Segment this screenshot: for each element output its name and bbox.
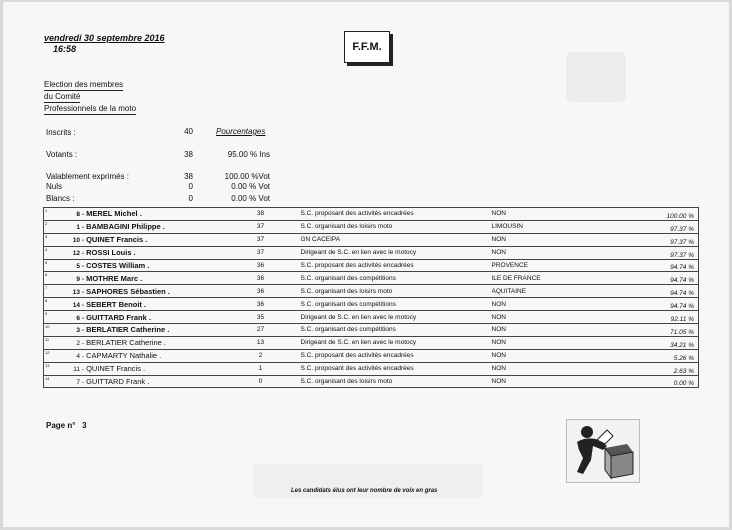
rank-number: 9 <box>45 311 48 317</box>
rank-number: 3 <box>45 233 48 239</box>
candidate-cell <box>44 208 221 221</box>
category-cell: Dirigeant de S.C. en lien avec le motocy <box>301 246 492 259</box>
table-row <box>44 272 699 285</box>
candidate-number: 5 - <box>76 263 84 270</box>
candidate-label: CAPMARTY Nathalie . <box>86 351 162 361</box>
candidate-label: ROSSI Louis . <box>86 248 136 258</box>
report-time: 16:58 <box>53 44 77 54</box>
candidate-number: 6 - <box>76 314 84 322</box>
candidate-name <box>44 261 149 270</box>
table-row <box>44 324 699 337</box>
candidate-number: 10 - <box>72 237 84 245</box>
candidate-label: MOTHRE Marc . <box>86 273 143 283</box>
percent-cell: 92.11 % <box>607 311 699 324</box>
table-row <box>44 285 699 298</box>
votes-cell: 37 <box>221 233 301 246</box>
candidate-cell <box>44 298 221 311</box>
rank-number: 8 <box>45 298 48 304</box>
category-cell: S.C. organisant des loisirs moto <box>301 220 492 233</box>
candidate-cell <box>44 259 221 272</box>
votes-cell: 36 <box>221 285 301 298</box>
candidate-cell <box>44 285 221 298</box>
votants-pct: 95.00 % Ins <box>227 150 270 159</box>
region-cell: NON <box>492 311 607 324</box>
candidate-number: 14 - <box>72 301 84 309</box>
votes-cell: 36 <box>221 298 301 311</box>
blancs-pct: 0.00 % Vot <box>231 194 270 203</box>
candidate-cell <box>44 336 221 349</box>
table-row <box>44 246 699 259</box>
category-cell: S.C. organisant des compétitions <box>301 324 492 337</box>
rank-number: 13 <box>45 362 50 368</box>
candidate-label: COSTES William . <box>86 261 150 270</box>
page-number: Page n° 3 <box>46 421 87 430</box>
inscrits-value: 40 <box>184 127 193 136</box>
table-row <box>44 208 699 221</box>
candidate-cell <box>44 362 221 375</box>
candidate-number: 4 - <box>76 353 84 361</box>
category-cell: Dirigeant de S.C. en lien avec le motocy <box>301 311 492 324</box>
region-cell: NON <box>492 298 607 311</box>
candidate-number: 12 - <box>72 250 84 258</box>
report-date: vendredi 30 septembre 2016 <box>44 33 165 43</box>
category-cell: S.C. organisant des compétitions <box>301 298 492 311</box>
candidate-name <box>44 313 151 322</box>
region-cell: AQUITAINE <box>492 285 607 298</box>
rank-number: 7 <box>45 285 48 291</box>
table-row <box>44 336 699 349</box>
candidate-cell <box>44 233 221 246</box>
election-title-line3: Professionnels de la moto <box>44 104 137 113</box>
footer-note: Les candidats élus ont leur nombre de voix en gras <box>291 488 438 494</box>
category-cell: S.C. proposant des activités encadrées <box>301 208 492 221</box>
percent-cell: 94.74 % <box>607 259 699 272</box>
rank-number: 14 <box>45 375 50 381</box>
inscrits-label: Inscrits : <box>46 128 76 137</box>
percent-cell: 2.63 % <box>607 362 699 375</box>
rank-number: 1 <box>45 208 48 213</box>
candidate-name <box>44 287 170 296</box>
table-row <box>44 233 699 246</box>
category-cell: S.C. organisant des compétitions <box>301 272 492 285</box>
rank-number: 10 <box>45 324 50 330</box>
candidate-name <box>44 351 161 360</box>
candidate-name <box>44 364 145 373</box>
percent-cell: 97.37 % <box>607 246 699 259</box>
region-cell: NON <box>492 246 607 259</box>
candidate-label: GUITTARD Frank . <box>86 312 151 322</box>
percent-cell: 94.74 % <box>607 285 699 298</box>
election-title-line1: Election des membres <box>44 80 124 89</box>
region-cell: LIMOUSIN <box>492 220 607 233</box>
candidate-label: QUINET Francis . <box>86 235 148 245</box>
percent-cell: 0.00 % <box>607 375 699 388</box>
category-cell: Dirigeant de S.C. en lien avec le motocy <box>301 336 492 349</box>
blancs-label: Blancs : <box>46 194 75 203</box>
candidate-number: 1 - <box>76 224 84 232</box>
candidate-number: 8 - <box>76 211 84 219</box>
candidate-label: SAPHORES Sébastien . <box>86 286 170 296</box>
candidate-cell <box>44 311 221 324</box>
candidate-name <box>44 222 165 231</box>
candidate-cell <box>44 375 221 388</box>
candidate-name <box>44 274 142 283</box>
percent-cell: 34.21 % <box>607 336 699 349</box>
candidate-label: QUINET Francis . <box>86 364 146 374</box>
votes-cell: 13 <box>221 336 301 349</box>
candidate-label: MEREL Michel . <box>86 209 142 219</box>
rank-number: 6 <box>45 272 48 278</box>
document-page <box>3 2 729 527</box>
candidate-cell <box>44 349 221 362</box>
category-cell: S.C. proposant des activités encadrées <box>301 349 492 362</box>
region-cell: NON <box>492 233 607 246</box>
votes-cell: 35 <box>221 311 301 324</box>
votants-value: 38 <box>184 150 193 159</box>
nuls-value: 0 <box>188 182 193 191</box>
category-cell: S.C. proposant des activités encadrées <box>301 259 492 272</box>
percent-cell: 97.37 % <box>607 233 699 246</box>
candidate-label: BERLATIER Catherine . <box>86 338 166 348</box>
candidate-number: 13 - <box>72 288 84 296</box>
table-row <box>44 220 699 233</box>
candidate-number: 7 - <box>76 379 84 387</box>
exprimes-pct: 100.00 %Vot <box>224 172 270 181</box>
election-title-line2: du Comité <box>44 92 81 101</box>
candidate-number: 3 - <box>76 327 84 335</box>
region-cell: NON <box>492 208 607 221</box>
table-row <box>44 298 699 311</box>
candidate-cell <box>44 324 221 337</box>
percent-cell: 71.05 % <box>607 324 699 337</box>
region-cell: NON <box>492 362 607 375</box>
candidate-cell <box>44 220 221 233</box>
rank-number: 11 <box>45 336 50 342</box>
exprimes-value: 38 <box>184 172 193 181</box>
percent-cell: 94.74 % <box>607 272 699 285</box>
candidate-name <box>44 377 149 386</box>
candidate-number: 9 - <box>76 275 84 283</box>
category-cell: S.C. organisant des loisirs moto <box>301 375 492 388</box>
region-cell: NON <box>492 375 607 388</box>
votes-cell: 36 <box>221 272 301 285</box>
table-row <box>44 362 699 375</box>
percent-cell: 97.37 % <box>607 220 699 233</box>
watermark-logo <box>566 52 626 102</box>
category-cell: S.C. proposant des activités encadrées <box>301 362 492 375</box>
nuls-pct: 0.00 % Vot <box>231 182 270 191</box>
votes-cell: 1 <box>221 362 301 375</box>
rank-number: 12 <box>45 349 50 355</box>
candidate-name <box>44 338 166 347</box>
votes-cell: 37 <box>221 246 301 259</box>
table-row <box>44 375 699 388</box>
rank-number: 2 <box>45 220 48 226</box>
candidate-number: 11 - <box>73 366 84 374</box>
region-cell: PROVENCE <box>492 259 607 272</box>
percent-cell: 100.00 % <box>607 208 699 221</box>
rank-number: 4 <box>45 246 48 252</box>
pourcentages-heading: Pourcentages <box>216 127 266 136</box>
candidate-name <box>44 300 146 309</box>
candidate-name <box>44 325 169 334</box>
ffm-logo: F.F.M. <box>344 31 390 63</box>
candidate-label: GUITTARD Frank . <box>86 377 150 387</box>
candidate-name <box>44 248 136 257</box>
ballot-box-icon <box>566 419 640 483</box>
region-cell: ILE DE FRANCE <box>492 272 607 285</box>
results-table <box>43 207 699 388</box>
exprimes-label: Valablement exprimés : <box>46 172 129 181</box>
candidate-name <box>44 209 142 218</box>
category-cell: S.C. organisant des loisirs moto <box>301 285 492 298</box>
candidate-label: SEBERT Benoit . <box>86 299 147 309</box>
votes-cell: 37 <box>221 220 301 233</box>
table-row <box>44 259 699 272</box>
candidate-label: BERLATIER Catherine . <box>86 325 170 335</box>
blancs-value: 0 <box>188 194 193 203</box>
votants-label: Votants : <box>46 150 78 159</box>
candidate-label: BAMBAGINI Philippe . <box>86 222 165 232</box>
votes-cell: 2 <box>221 349 301 362</box>
category-cell: GN CACEIPA <box>301 233 492 246</box>
rank-number: 5 <box>45 259 48 265</box>
candidate-name <box>44 235 147 244</box>
region-cell: NON <box>492 324 607 337</box>
votes-cell: 38 <box>221 208 301 221</box>
region-cell: NON <box>492 349 607 362</box>
percent-cell: 94.74 % <box>607 298 699 311</box>
votes-cell: 36 <box>221 259 301 272</box>
candidate-cell <box>44 246 221 259</box>
nuls-label: Nuls <box>46 182 63 191</box>
percent-cell: 5.26 % <box>607 349 699 362</box>
candidate-cell <box>44 272 221 285</box>
votes-cell: 27 <box>221 324 301 337</box>
table-row <box>44 311 699 324</box>
table-row <box>44 349 699 362</box>
candidate-number: 2 - <box>76 340 84 348</box>
region-cell: NON <box>492 336 607 349</box>
votes-cell: 0 <box>221 375 301 388</box>
